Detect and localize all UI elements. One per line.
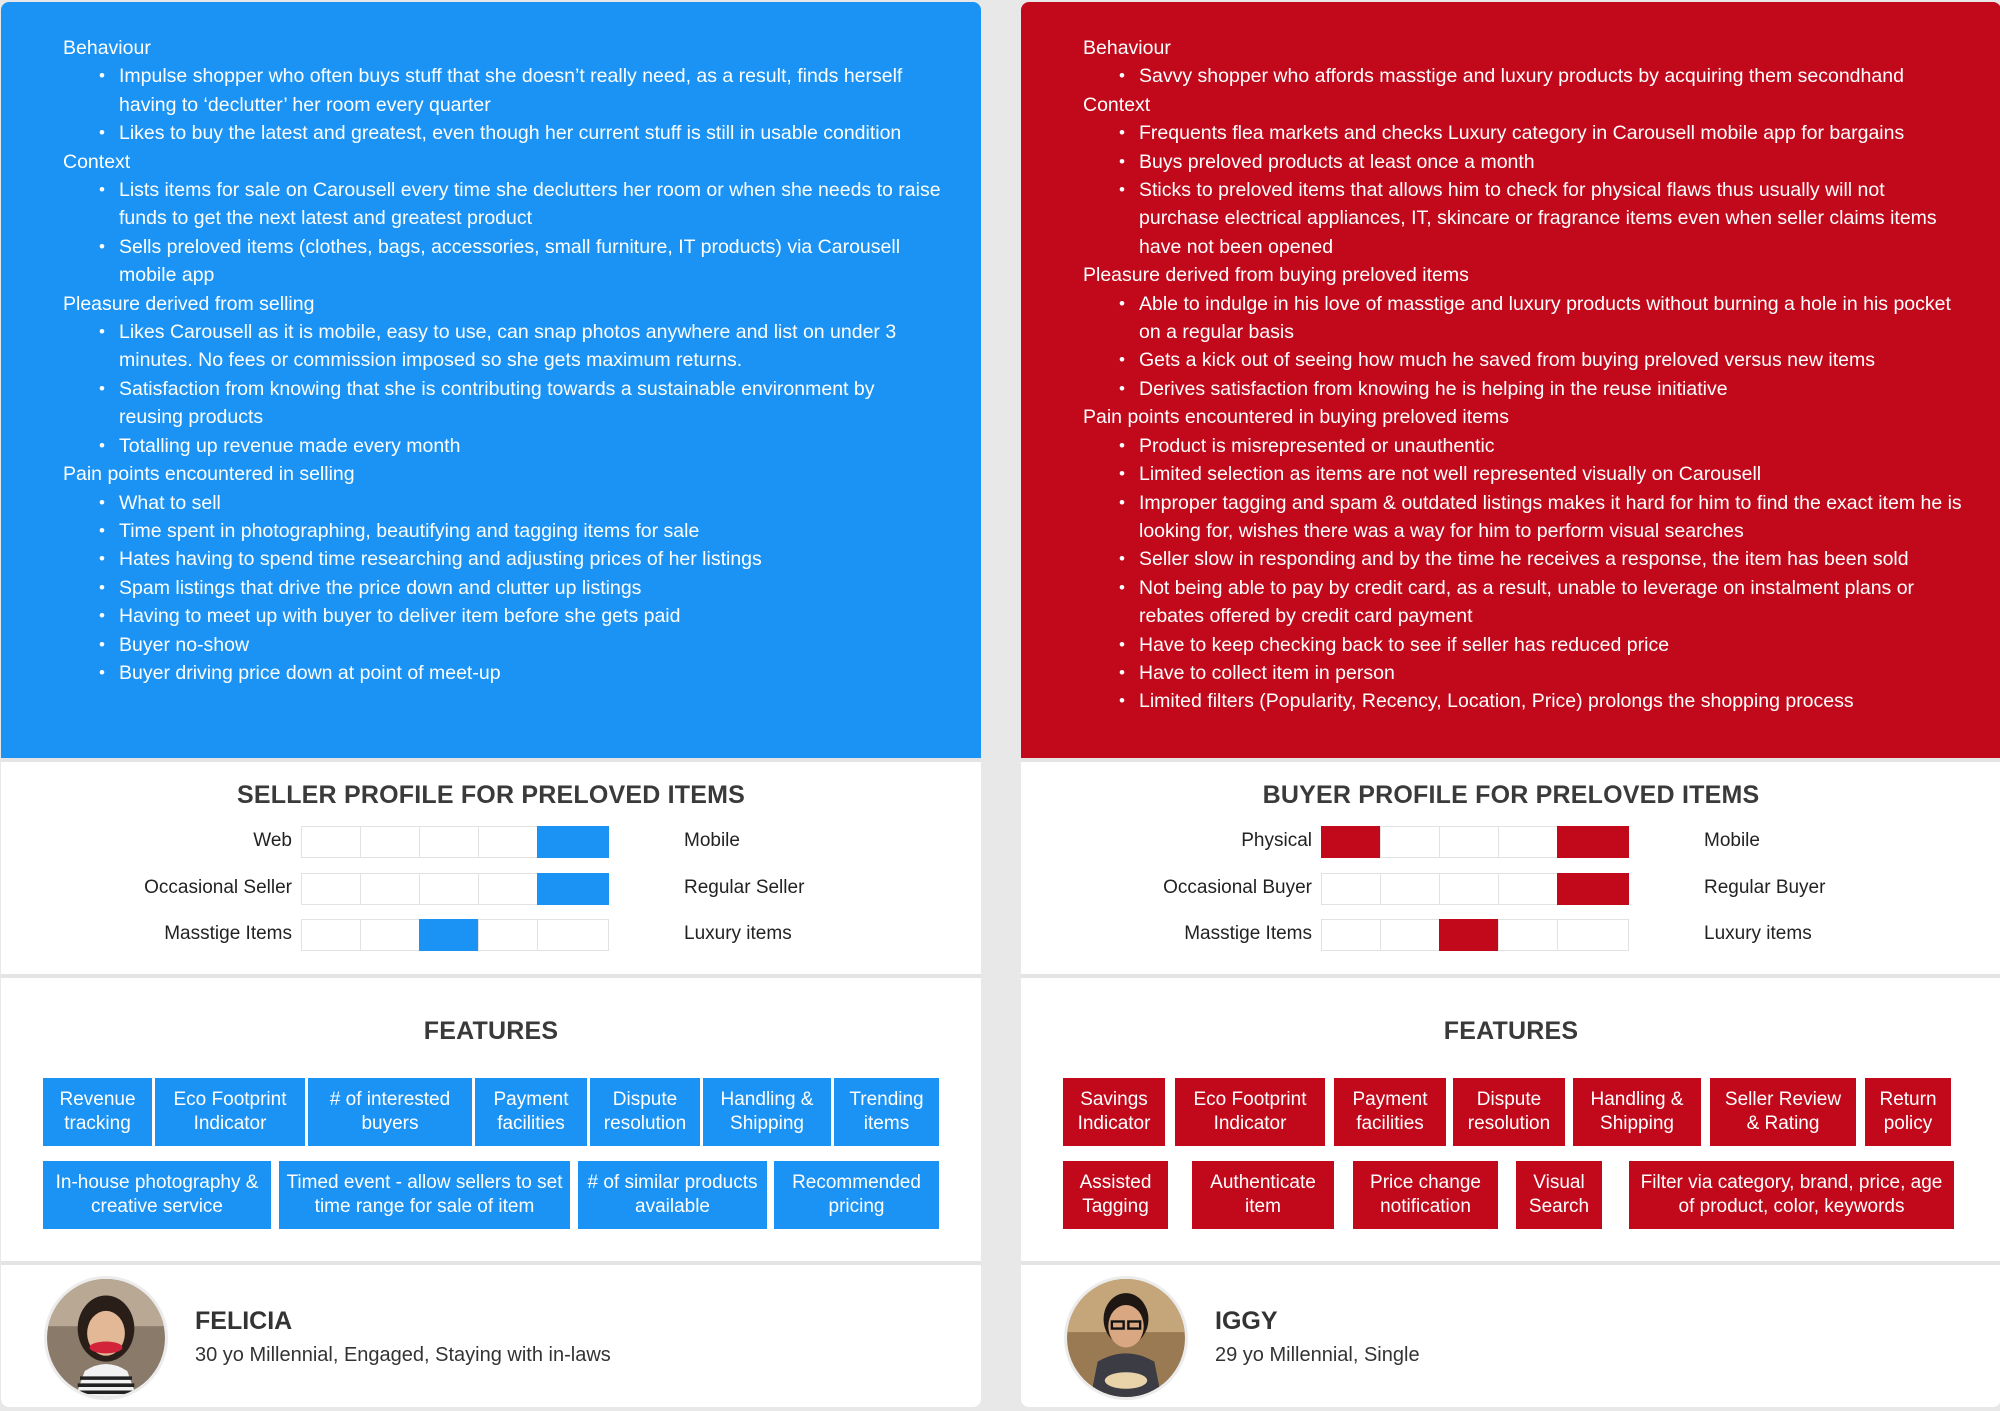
scale-cells [1321, 826, 1696, 858]
profile-scale-row [1021, 919, 2000, 951]
seller-context-list [63, 176, 943, 290]
scale-left-label: Web [253, 830, 292, 851]
scale-left-label: Occasional Seller [144, 877, 292, 898]
buyer-persona-footer [1021, 1265, 2000, 1407]
scale-cells [1321, 873, 1696, 905]
list-item: • Spam listings that drive the price down and clutter up listings [119, 574, 943, 602]
buyer-profile-title: BUYER PROFILE FOR PRELOVED ITEMS [1262, 781, 1760, 809]
list-item: • Hates having to spend time researching and adjusting prices of her listings [119, 545, 943, 573]
feature-chip: Handling & Shipping [703, 1078, 831, 1146]
scale-right-label: Regular Seller [684, 877, 805, 898]
seller-painpoints-list [63, 489, 943, 688]
buyer-details-panel [1021, 2, 2000, 758]
scale-left-label: Masstige Items [164, 923, 292, 944]
buyer-context-list [1083, 119, 1963, 261]
profile-scale-row [1, 826, 981, 858]
seller-features-row-2 [1, 1161, 981, 1231]
feature-chip: Savings Indicator [1063, 1078, 1165, 1146]
list-item: • Time spent in photographing, beautifying and tagging items for sale [119, 517, 943, 545]
profile-scale-row [1021, 873, 2000, 905]
scale-cells [301, 873, 676, 905]
buyer-persona-card [1021, 2, 2000, 1407]
feature-chip: Recommended pricing [774, 1161, 939, 1229]
feature-chip: Authenticate item [1192, 1161, 1334, 1229]
person-photo-icon [47, 1279, 165, 1397]
person-photo-icon [1067, 1279, 1185, 1397]
profile-scale-row [1021, 826, 2000, 858]
buyer-section-heading: Context [1083, 93, 1151, 116]
seller-behaviour-list [63, 62, 943, 147]
list-item: • Buyer driving price down at point of meet-up [119, 659, 943, 687]
buyer-pleasure-list [1083, 290, 1963, 404]
avatar [44, 1276, 168, 1400]
scale-right-label: Regular Buyer [1704, 877, 1826, 898]
feature-chip: Payment facilities [475, 1078, 587, 1146]
buyer-features-row-1 [1021, 1078, 2000, 1148]
list-item: • Savvy shopper who affords masstige and luxury products by acquiring them secondhand [1139, 62, 1963, 90]
list-item: • Buyer no-show [119, 631, 943, 659]
feature-chip: # of similar products available [578, 1161, 767, 1229]
feature-chip: Price change notification [1353, 1161, 1498, 1229]
feature-chip: Eco Footprint Indicator [1175, 1078, 1325, 1146]
profile-scale-row [1, 873, 981, 905]
list-item: • What to sell [119, 489, 943, 517]
scale-right-label: Luxury items [1704, 923, 1812, 944]
scale-cells [1321, 919, 1696, 951]
list-item: • Have to collect item in person [1139, 659, 1963, 687]
feature-chip: Dispute resolution [1453, 1078, 1565, 1146]
scale-cell-filled [1557, 873, 1629, 905]
seller-profile-panel [1, 762, 981, 974]
seller-section-heading: Behaviour [63, 37, 151, 59]
list-item: • Sticks to preloved items that allows him to check for physical flaws thus usually will not purchase electrical appliances, IT, skincare or fragrance items even when seller claims items have not been opened [1139, 176, 1963, 261]
list-item: • Sells preloved items (clothes, bags, accessories, small furniture, IT products) via Carousell mobile app [119, 233, 943, 290]
list-item: • Seller slow in responding and by the time he receives a response, the item has been sold [1139, 545, 1963, 573]
scale-cells [301, 826, 676, 858]
buyer-features-title: FEATURES [1443, 1017, 1579, 1045]
feature-chip: Revenue tracking [43, 1078, 152, 1146]
person-name: FELICIA [195, 1307, 293, 1335]
seller-features-row-1 [1, 1078, 981, 1148]
feature-chip: Payment facilities [1334, 1078, 1446, 1146]
list-item: • Frequents flea markets and checks Luxury category in Carousell mobile app for bargains [1139, 119, 1963, 147]
scale-right-label: Luxury items [684, 923, 792, 944]
seller-details-panel [1, 2, 981, 758]
feature-chip: Dispute resolution [590, 1078, 700, 1146]
person-description: 29 yo Millennial, Single [1215, 1344, 1420, 1366]
feature-chip: Trending items [834, 1078, 939, 1146]
seller-section-heading: Context [63, 150, 131, 173]
feature-chip: Assisted Tagging [1063, 1161, 1168, 1229]
buyer-painpoints-list [1083, 432, 1963, 716]
seller-profile-title: SELLER PROFILE FOR PRELOVED ITEMS [236, 781, 746, 809]
list-item: • Likes Carousell as it is mobile, easy to use, can snap photos anywhere and list on under 3 minutes. No fees or commission imposed so she gets maximum returns. [119, 318, 943, 375]
scale-cell-empty [1557, 919, 1629, 951]
scale-left-label: Physical [1241, 830, 1312, 851]
feature-chip: Seller Review & Rating [1710, 1078, 1856, 1146]
avatar [1064, 1276, 1188, 1400]
feature-chip: Timed event - allow sellers to set time range for sale of item [279, 1161, 570, 1229]
list-item: • Derives satisfaction from knowing he is helping in the reuse initiative [1139, 375, 1963, 403]
list-item: • Buys preloved products at least once a month [1139, 148, 1963, 176]
scale-cell-filled [537, 826, 609, 858]
list-item: • Improper tagging and spam & outdated listings makes it hard for him to find the exact item he is looking for, wishes there was a way for him to perform visual searches [1139, 489, 1963, 546]
scale-right-label: Mobile [1704, 830, 1760, 851]
list-item: • Lists items for sale on Carousell every time she declutters her room or when she needs to raise funds to get the next latest and greatest product [119, 176, 943, 233]
seller-persona-footer [1, 1265, 981, 1407]
list-item: • Have to keep checking back to see if seller has reduced price [1139, 631, 1963, 659]
list-item: • Product is misrepresented or unauthentic [1139, 432, 1963, 460]
profile-scale-row [1, 919, 981, 951]
buyer-behaviour-list [1083, 62, 1963, 90]
buyer-features-row-2 [1021, 1161, 2000, 1231]
person-description: 30 yo Millennial, Engaged, Staying with in-laws [195, 1344, 611, 1366]
seller-section-heading: Pain points encountered in selling [63, 463, 355, 486]
scale-cell-empty [537, 919, 609, 951]
list-item: • Limited selection as items are not well represented visually on Carousell [1139, 460, 1963, 488]
feature-chip: Eco Footprint Indicator [155, 1078, 305, 1146]
buyer-features-panel [1021, 978, 2000, 1261]
feature-chip: Return policy [1865, 1078, 1951, 1146]
list-item: • Not being able to pay by credit card, as a result, unable to leverage on instalment plans or rebates offered by credit card payment [1139, 574, 1963, 631]
seller-persona-card [1, 2, 981, 1407]
list-item: • Impulse shopper who often buys stuff that she doesn’t really need, as a result, finds herself having to ‘declutter’ her room every quarter [119, 62, 943, 119]
list-item: • Likes to buy the latest and greatest, even though her current stuff is still in usable condition [119, 119, 943, 147]
seller-section-heading: Pleasure derived from selling [63, 292, 315, 315]
scale-right-label: Mobile [684, 830, 740, 851]
feature-chip: # of interested buyers [308, 1078, 472, 1146]
seller-features-title: FEATURES [423, 1017, 559, 1045]
feature-chip: In-house photography & creative service [43, 1161, 271, 1229]
buyer-section-heading: Pleasure derived from buying preloved items [1083, 264, 1469, 287]
feature-chip: Handling & Shipping [1573, 1078, 1701, 1146]
scale-cell-filled [1557, 826, 1629, 858]
feature-chip: Visual Search [1516, 1161, 1602, 1229]
buyer-section-heading: Behaviour [1083, 37, 1171, 59]
list-item: • Limited filters (Popularity, Recency, Location, Price) prolongs the shopping process [1139, 687, 1963, 715]
buyer-profile-panel [1021, 762, 2000, 974]
list-item: • Satisfaction from knowing that she is contributing towards a sustainable environment by reusing products [119, 375, 943, 432]
list-item: • Able to indulge in his love of masstige and luxury products without burning a hole in his pocket on a regular basis [1139, 290, 1963, 347]
feature-chip: Filter via category, brand, price, age of product, color, keywords [1629, 1161, 1954, 1229]
seller-features-panel [1, 978, 981, 1261]
buyer-section-heading: Pain points encountered in buying preloved items [1083, 406, 1510, 429]
scale-cell-filled [537, 873, 609, 905]
scale-left-label: Masstige Items [1184, 923, 1312, 944]
scale-left-label: Occasional Buyer [1163, 877, 1312, 898]
scale-cells [301, 919, 676, 951]
list-item: • Gets a kick out of seeing how much he saved from buying preloved versus new items [1139, 346, 1963, 374]
list-item: • Having to meet up with buyer to deliver item before she gets paid [119, 602, 943, 630]
list-item: • Totalling up revenue made every month [119, 432, 943, 460]
seller-pleasure-list [63, 318, 943, 460]
person-name: IGGY [1215, 1307, 1278, 1335]
